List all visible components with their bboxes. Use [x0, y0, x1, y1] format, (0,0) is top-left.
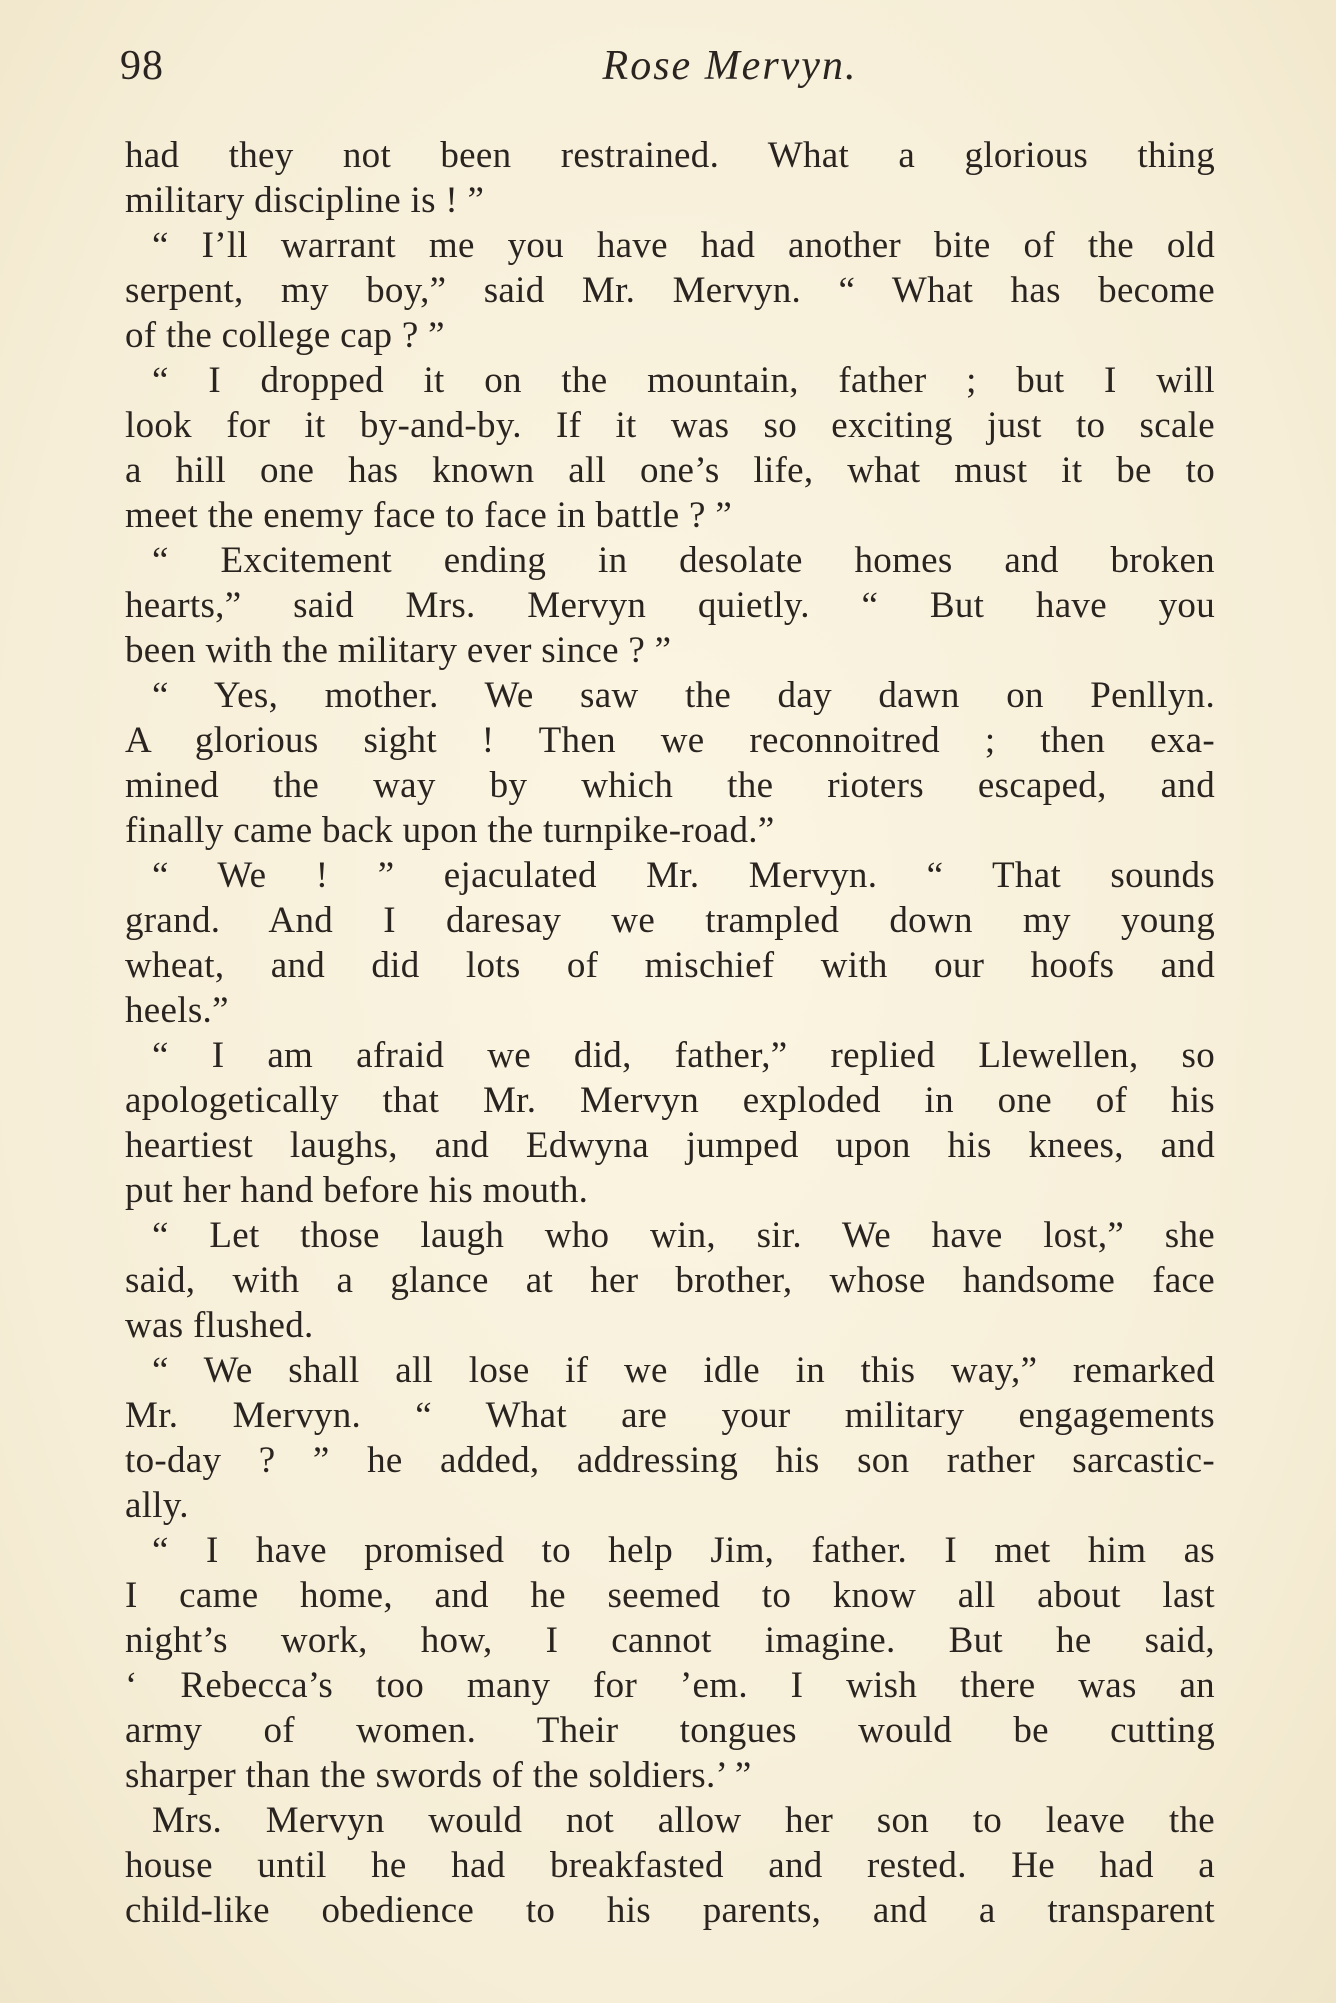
text-line: Mr. Mervyn. “ What are your military engagements	[125, 1395, 1215, 1436]
text-line: a hill one has known all one’s life, what must it be to	[125, 450, 1215, 491]
text-line: meet the enemy face to face in battle ? ”	[125, 495, 733, 536]
text-line: finally came back upon the turnpike-road.”	[125, 810, 775, 851]
text-line: mined the way by which the rioters escaped, and	[125, 765, 1215, 806]
text-line: grand. And I daresay we trampled down my young	[125, 900, 1215, 941]
text-line: “ We shall all lose if we idle in this way,” remarked	[152, 1350, 1215, 1391]
text-line: had they not been restrained. What a glorious thing	[125, 135, 1215, 176]
page-header	[120, 42, 1220, 102]
text-line: of the college cap ? ”	[125, 315, 445, 356]
text-line: house until he had breakfasted and rested. He had a	[125, 1845, 1215, 1886]
text-line: army of women. Their tongues would be cutting	[125, 1710, 1215, 1751]
text-line: “ I am afraid we did, father,” replied Llewellen, so	[152, 1035, 1215, 1076]
text-line: “ Excitement ending in desolate homes and broken	[152, 540, 1215, 581]
text-line: “ Yes, mother. We saw the day dawn on Penllyn.	[152, 675, 1215, 716]
text-line: Mrs. Mervyn would not allow her son to leave the	[152, 1800, 1215, 1841]
text-line: said, with a glance at her brother, whose handsome face	[125, 1260, 1215, 1301]
bottom-margin	[0, 1930, 1336, 2003]
text-line: been with the military ever since ? ”	[125, 630, 672, 671]
text-line: “ I dropped it on the mountain, father ; but I will	[152, 360, 1215, 401]
text-line: “ I have promised to help Jim, father. I met him as	[152, 1530, 1215, 1571]
text-line: A glorious sight ! Then we reconnoitred ; then exa-	[125, 720, 1215, 761]
text-line: put her hand before his mouth.	[125, 1170, 589, 1211]
text-line: ally.	[125, 1485, 189, 1526]
text-line: military discipline is ! ”	[125, 180, 485, 221]
text-line: was flushed.	[125, 1305, 314, 1346]
text-line: I came home, and he seemed to know all about last	[125, 1575, 1215, 1616]
text-line: sharper than the swords of the soldiers.’ ”	[125, 1755, 752, 1796]
text-line: look for it by-and-by. If it was so exciting just to scale	[125, 405, 1215, 446]
text-line: “ We ! ” ejaculated Mr. Mervyn. “ That sounds	[152, 855, 1215, 896]
text-line: ‘ Rebecca’s too many for ’em. I wish there was an	[125, 1665, 1215, 1706]
text-line: heels.”	[125, 990, 229, 1031]
text-line: “ Let those laugh who win, sir. We have lost,” she	[152, 1215, 1215, 1256]
body-text	[125, 133, 1215, 1933]
text-line: hearts,” said Mrs. Mervyn quietly. “ But have you	[125, 585, 1215, 626]
text-line: apologetically that Mr. Mervyn exploded in one of his	[125, 1080, 1215, 1121]
running-title: Rose Mervyn.	[602, 43, 858, 89]
text-line: wheat, and did lots of mischief with our hoofs and	[125, 945, 1215, 986]
text-line: night’s work, how, I cannot imagine. But he said,	[125, 1620, 1215, 1661]
page-number: 98	[120, 43, 164, 89]
text-line: child-like obedience to his parents, and a transparent	[125, 1890, 1215, 1931]
text-line: serpent, my boy,” said Mr. Mervyn. “ What has become	[125, 270, 1215, 311]
text-line: heartiest laughs, and Edwyna jumped upon his knees, and	[125, 1125, 1215, 1166]
text-line: “ I’ll warrant me you have had another bite of the old	[152, 225, 1215, 266]
text-line: to-day ? ” he added, addressing his son rather sarcastic-	[125, 1440, 1215, 1481]
